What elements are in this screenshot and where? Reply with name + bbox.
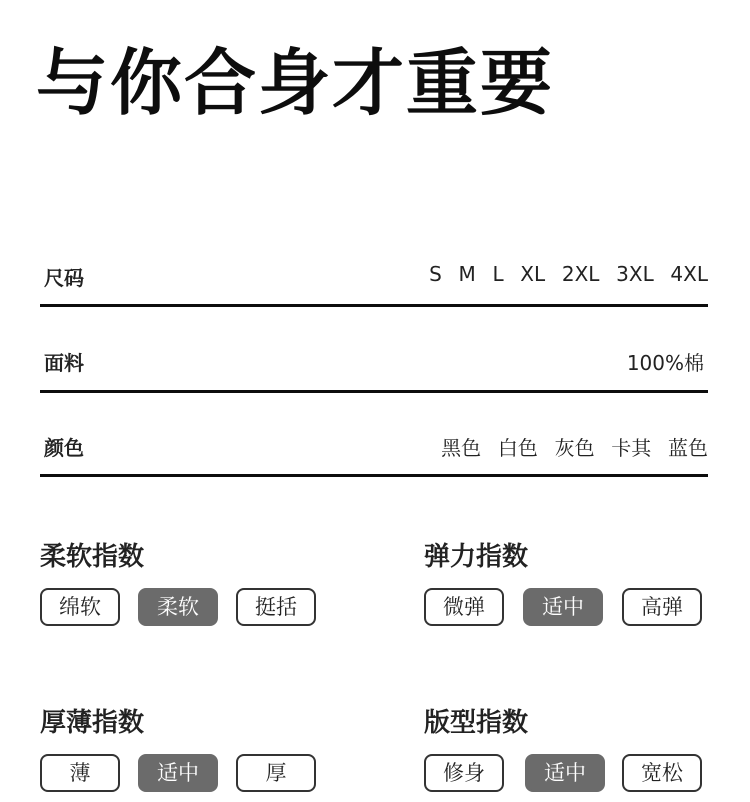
page-title: 与你合身才重要 <box>36 41 555 125</box>
fit-index <box>424 706 724 785</box>
option-group <box>40 754 340 794</box>
divider <box>40 304 708 307</box>
option-chip-selected[interactable]: 适中 <box>523 588 603 626</box>
option-chip-selected[interactable]: 柔软 <box>138 588 218 626</box>
spec-row-color <box>40 424 708 464</box>
option-chip[interactable]: 修身 <box>424 754 504 792</box>
option-chip[interactable]: 厚 <box>236 754 316 792</box>
spec-value: S M L XL 2XL 3XL 4XL <box>429 262 708 286</box>
option-chip[interactable]: 微弹 <box>424 588 504 626</box>
option-group <box>424 754 724 794</box>
index-title: 厚薄指数 <box>40 708 145 738</box>
option-chip-selected[interactable]: 适中 <box>525 754 605 792</box>
divider <box>40 390 708 393</box>
option-chip-selected[interactable]: 适中 <box>138 754 218 792</box>
option-chip[interactable]: 薄 <box>40 754 120 792</box>
spec-value: 黑色 白色 灰色 卡其 蓝色 <box>441 436 708 460</box>
option-chip[interactable]: 绵软 <box>40 588 120 626</box>
option-chip[interactable]: 挺括 <box>236 588 316 626</box>
elasticity-index <box>424 540 724 619</box>
option-chip[interactable]: 高弹 <box>622 588 702 626</box>
spec-label: 面料 <box>44 351 84 375</box>
spec-value: 100%棉 <box>626 351 704 375</box>
softness-index <box>40 540 340 619</box>
thickness-index <box>40 706 340 785</box>
option-group <box>40 588 340 628</box>
spec-label: 尺码 <box>44 266 84 290</box>
spec-row-fabric <box>40 339 708 379</box>
index-title: 柔软指数 <box>40 542 145 572</box>
divider <box>40 474 708 477</box>
index-title: 版型指数 <box>424 708 529 738</box>
option-chip[interactable]: 宽松 <box>622 754 702 792</box>
option-group <box>424 588 724 628</box>
spec-row-size <box>40 254 708 294</box>
index-title: 弹力指数 <box>424 542 529 572</box>
spec-label: 颜色 <box>44 436 84 460</box>
